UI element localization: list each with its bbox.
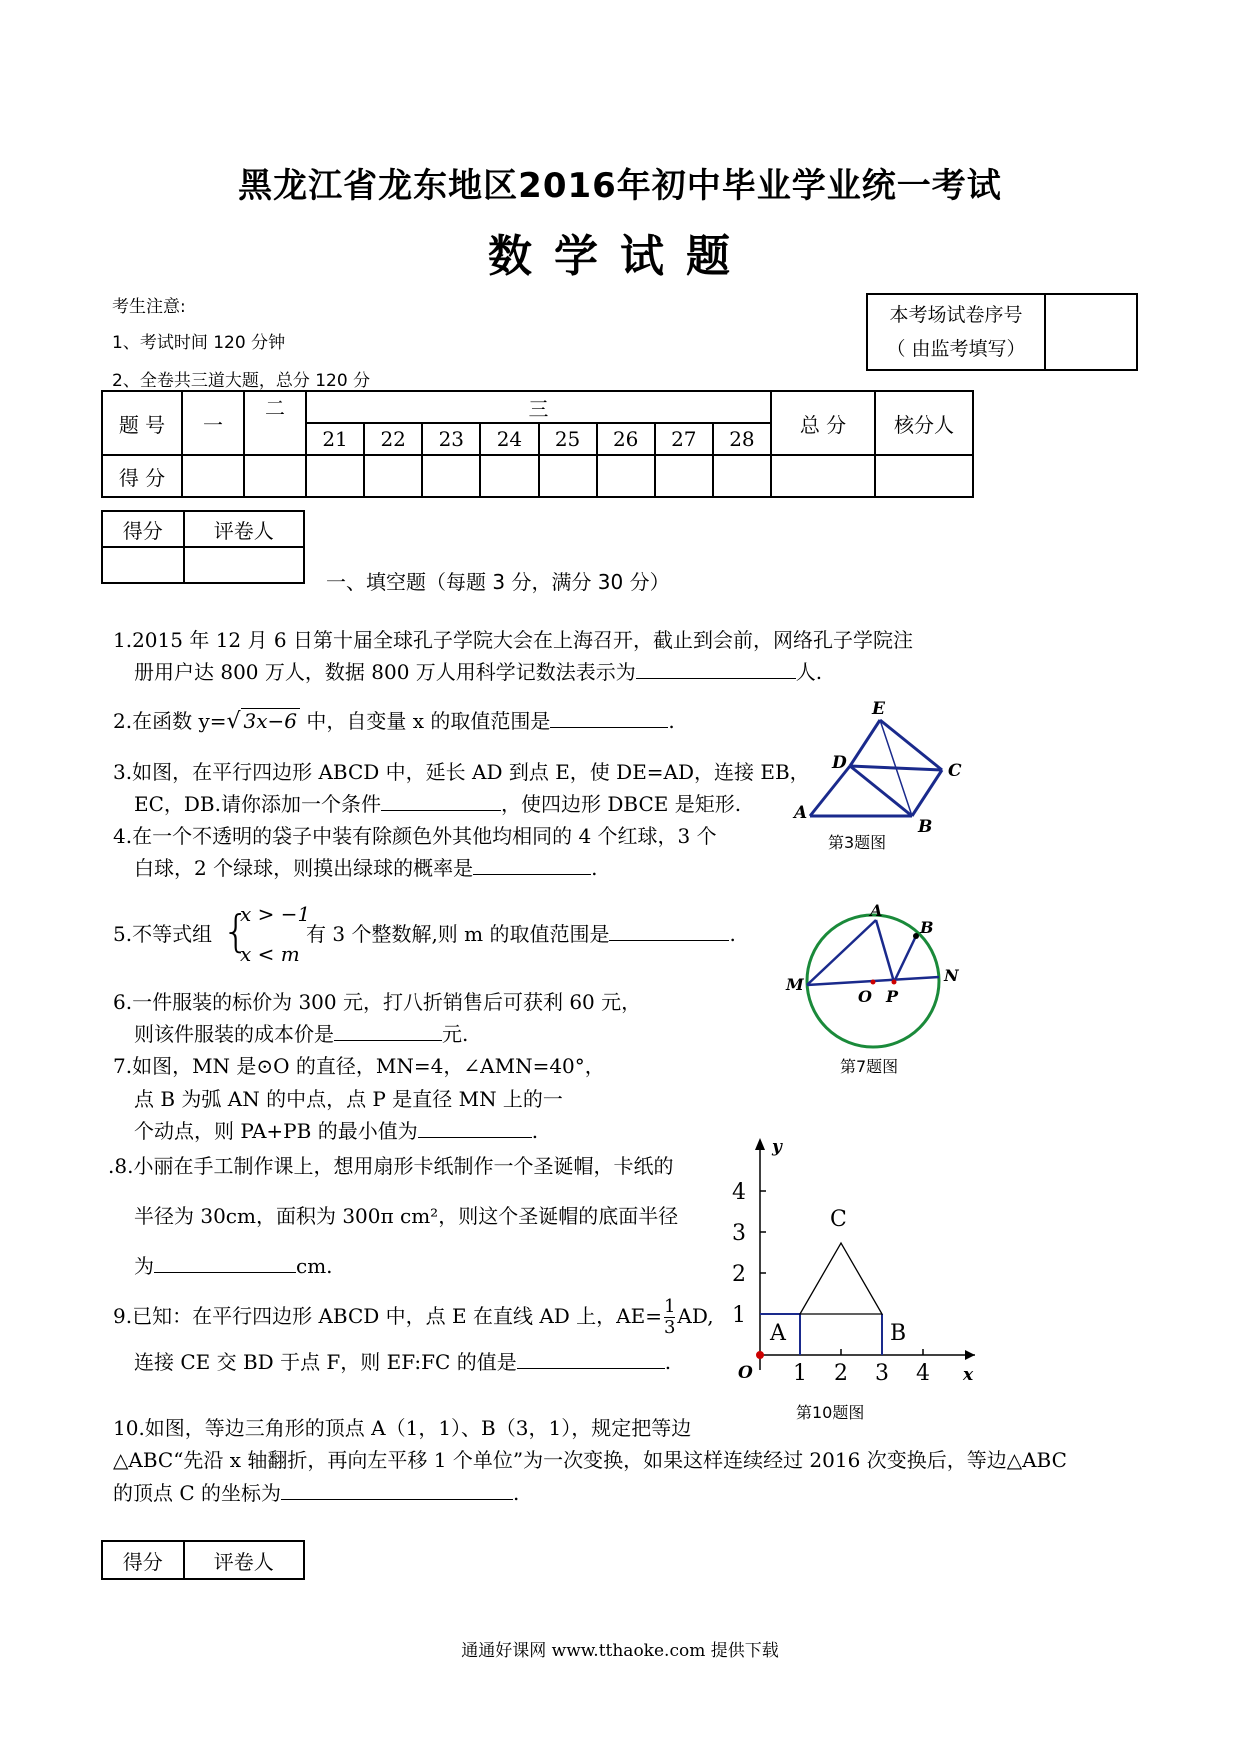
q2-text: 2.在函数 y= xyxy=(113,709,227,733)
answer-blank-7[interactable] xyxy=(418,1115,532,1138)
answer-blank-3[interactable] xyxy=(381,788,501,811)
answer-blank-10[interactable] xyxy=(281,1477,513,1500)
question-2 xyxy=(113,705,675,738)
fig10-ytick-label: 4 xyxy=(732,1180,746,1205)
notes-heading: 考生注意: xyxy=(112,297,186,317)
score-cell[interactable] xyxy=(182,455,244,497)
fig3-line-CB xyxy=(912,770,942,816)
question-4-line2 xyxy=(134,852,597,884)
fig10-ytick-label: 1 xyxy=(732,1303,746,1328)
fig3-label-D: D xyxy=(832,753,847,773)
section-heading: 一、填空题（每题 3 分，满分 30 分） xyxy=(326,570,670,594)
grader-name-label: 评卷人 xyxy=(184,511,304,547)
figure-10-coordinate-plane xyxy=(720,1130,990,1400)
answer-blank-6[interactable] xyxy=(334,1018,442,1041)
grader-score-label: 得分 xyxy=(102,511,184,547)
q8-text-end: cm. xyxy=(296,1254,333,1278)
fig3-line-DE xyxy=(850,720,880,766)
question-4-line1: 4.在一个不透明的袋子中装有除颜色外其他均相同的 4 个红球，3 个 xyxy=(113,824,717,848)
question-1-line1: 1.2015 年 12 月 6 日第十届全球孔子学院大会在上海召开，截止到会前，网络孔子学院注 xyxy=(113,628,913,652)
q4-text: 白球，2 个绿球，则摸出绿球的概率是 xyxy=(134,856,474,880)
col-section-three: 三 xyxy=(306,391,771,423)
footer-source: 通通好课网 www.tthaoke.com 提供下载 xyxy=(461,1641,779,1661)
col-section-two: 二 xyxy=(244,391,306,455)
q10-text-end: . xyxy=(513,1481,520,1505)
question-5-rest xyxy=(306,918,736,950)
grader-box-1 xyxy=(101,510,305,584)
figure-7-circle xyxy=(778,896,968,1056)
grader-name-cell[interactable] xyxy=(184,547,304,583)
grader-box-2 xyxy=(101,1540,305,1580)
fig3-line-EC xyxy=(880,720,942,770)
score-cell[interactable] xyxy=(364,455,422,497)
fig7-line-MA xyxy=(807,920,876,985)
grader-score-label: 得分 xyxy=(102,1541,184,1579)
answer-blank-8[interactable] xyxy=(154,1250,296,1273)
fig10-y-arrow-icon xyxy=(755,1138,765,1150)
score-cell[interactable] xyxy=(875,455,973,497)
figure-10-caption: 第10题图 xyxy=(796,1403,865,1422)
answer-blank-4[interactable] xyxy=(473,852,591,875)
fig10-x-arrow-icon xyxy=(965,1350,975,1360)
q1-text: 册用户达 800 万人，数据 800 万人用科学记数法表示为 xyxy=(134,660,636,684)
q3-text-end: ，使四边形 DBCE 是矩形. xyxy=(501,792,742,816)
question-6-line2 xyxy=(134,1018,468,1050)
q9-text-3: 连接 CE 交 BD 于点 F，则 EF:FC 的值是 xyxy=(134,1350,517,1374)
fig3-line-DB xyxy=(850,766,912,816)
col-q25: 25 xyxy=(539,423,597,455)
figure-3-parallelogram xyxy=(780,690,980,850)
score-cell[interactable] xyxy=(480,455,538,497)
fig7-point-B-dot xyxy=(913,933,919,939)
question-3-line2 xyxy=(134,788,741,820)
question-8-line2: 半径为 30cm，面积为 300π cm²，则这个圣诞帽的底面半径 xyxy=(134,1204,679,1228)
question-9-line2 xyxy=(134,1346,671,1378)
q10-text: 的顶点 C 的坐标为 xyxy=(113,1481,282,1505)
question-7-line3 xyxy=(134,1115,538,1147)
fig10-label-x: x xyxy=(963,1365,974,1385)
question-3-line1: 3.如图，在平行四边形 ABCD 中，延长 AD 到点 E，使 DE=AD，连接 EB， xyxy=(113,760,810,784)
note-item-2: 2、全卷共三道大题，总分 120 分 xyxy=(112,371,371,391)
score-cell[interactable] xyxy=(771,455,875,497)
answer-blank-2[interactable] xyxy=(550,705,668,728)
fig7-label-M: M xyxy=(786,975,804,994)
fig10-xtick-label: 4 xyxy=(916,1361,930,1386)
fig10-origin-dot xyxy=(756,1351,764,1359)
fig7-label-O: O xyxy=(858,987,872,1006)
q5-text: 5.不等式组 xyxy=(113,922,213,946)
radicand: 3x−6 xyxy=(241,708,301,733)
answer-blank-9[interactable] xyxy=(517,1346,665,1369)
brace-icon: { xyxy=(222,906,250,957)
figure-7-caption: 第7题图 xyxy=(840,1057,899,1076)
fig7-label-N: N xyxy=(944,966,959,985)
fig10-triangle-ABC xyxy=(800,1243,882,1314)
score-cell[interactable] xyxy=(655,455,713,497)
fig10-label-origin: O xyxy=(738,1363,753,1383)
fig7-label-A: A xyxy=(870,901,883,920)
score-cell[interactable] xyxy=(306,455,364,497)
question-1-line2 xyxy=(134,656,822,688)
serial-number-box xyxy=(866,293,1138,371)
score-table xyxy=(101,390,974,498)
question-10-line2: △ABC“先沿 x 轴翻折，再向左平移 1 个单位”为一次变换，如果这样连续经过 2016 次变换后，等边△ABC xyxy=(113,1448,1067,1472)
fig3-line-AD xyxy=(810,766,850,816)
fig10-xtick-label: 3 xyxy=(875,1361,889,1386)
question-6-line1: 6.一件服装的标价为 300 元，打八折销售后可获利 60 元， xyxy=(113,990,642,1014)
q7-text: 个动点，则 PA+PB 的最小值为 xyxy=(134,1119,418,1143)
score-cell[interactable] xyxy=(539,455,597,497)
inequality-1: x > −1 xyxy=(240,902,311,926)
serial-number-cell[interactable] xyxy=(1045,294,1137,370)
col-q22: 22 xyxy=(364,423,422,455)
q6-text: 则该件服装的成本价是 xyxy=(134,1022,334,1046)
fraction-numerator: 1 xyxy=(663,1296,676,1317)
q7-text-end: . xyxy=(531,1119,539,1143)
col-q27: 27 xyxy=(655,423,713,455)
exam-title: 黑龙江省龙东地区2016年初中毕业学业统一考试 xyxy=(238,166,1002,206)
col-section-one: 一 xyxy=(182,391,244,455)
serial-label-line1: 本考场试卷序号 xyxy=(889,304,1023,326)
score-cell[interactable] xyxy=(713,455,771,497)
q8-text: 为 xyxy=(134,1254,154,1278)
fig10-label-B: B xyxy=(890,1321,907,1346)
question-7-line2: 点 B 为弧 AN 的中点，点 P 是直径 MN 上的一 xyxy=(134,1087,563,1111)
answer-blank-1[interactable] xyxy=(636,656,796,679)
question-7-line1: 7.如图，MN 是⊙O 的直径，MN=4，∠AMN=40°， xyxy=(113,1054,605,1078)
fraction-denominator: 3 xyxy=(663,1317,676,1338)
score-cell[interactable] xyxy=(597,455,655,497)
col-q21: 21 xyxy=(306,423,364,455)
question-9-line1 xyxy=(113,1297,714,1338)
fig10-label-y: y xyxy=(772,1137,782,1157)
q6-text-end: 元. xyxy=(442,1022,469,1046)
q5-text-end: . xyxy=(729,922,736,946)
serial-label xyxy=(867,294,1045,370)
fig10-xtick-label: 1 xyxy=(793,1361,807,1386)
question-8-line3 xyxy=(134,1250,333,1282)
col-q28: 28 xyxy=(713,423,771,455)
answer-blank-5[interactable] xyxy=(609,918,729,941)
sqrt-symbol: √ xyxy=(226,709,241,734)
q5-text-2: 有 3 个整数解,则 m 的取值范围是 xyxy=(306,922,610,946)
fig10-ytick-label: 3 xyxy=(732,1221,746,1246)
score-cell[interactable] xyxy=(422,455,480,497)
question-8-line1: .8.小丽在手工制作课上，想用扇形卡纸制作一个圣诞帽，卡纸的 xyxy=(108,1154,674,1178)
q2-text-2: 中，自变量 x 的取值范围是 xyxy=(306,709,551,733)
q9-text-2: AD, xyxy=(677,1304,714,1328)
q2-text-end: . xyxy=(668,709,675,733)
row-label-score: 得 分 xyxy=(102,455,182,497)
fig10-ytick-label: 2 xyxy=(732,1262,746,1287)
col-q23: 23 xyxy=(422,423,480,455)
grader-score-cell[interactable] xyxy=(102,547,184,583)
row-label-question: 题 号 xyxy=(102,391,182,455)
fig10-label-C: C xyxy=(830,1207,847,1232)
grader-name-label: 评卷人 xyxy=(184,1541,304,1579)
col-checker: 核分人 xyxy=(875,391,973,455)
q9-text: 9.已知：在平行四边形 ABCD 中，点 E 在直线 AD 上，AE= xyxy=(113,1304,662,1328)
fig7-center-dot xyxy=(871,980,876,985)
col-total: 总 分 xyxy=(771,391,875,455)
col-q26: 26 xyxy=(597,423,655,455)
fig7-label-B: B xyxy=(920,918,934,937)
note-item-1: 1、考试时间 120 分钟 xyxy=(112,333,286,353)
q3-text: EC，DB.请你添加一个条件 xyxy=(134,792,381,816)
question-5 xyxy=(113,918,212,950)
fig3-label-B: B xyxy=(918,817,933,837)
question-10-line1: 10.如图，等边三角形的顶点 A（1，1）、B（3，1），规定把等边 xyxy=(113,1416,692,1440)
question-10-line3 xyxy=(113,1477,519,1509)
fraction xyxy=(664,1297,675,1338)
fig10-label-A: A xyxy=(770,1321,786,1346)
col-q24: 24 xyxy=(480,423,538,455)
serial-label-line2: （ 由监考填写） xyxy=(886,338,1026,360)
inequality-2: x < m xyxy=(240,942,300,966)
fig3-label-A: A xyxy=(794,803,808,823)
figure-3-caption: 第3题图 xyxy=(828,833,887,852)
fig10-xtick-label: 2 xyxy=(834,1361,848,1386)
q4-text-end: . xyxy=(591,856,598,880)
fig3-label-C: C xyxy=(948,761,962,781)
fig7-line-AP xyxy=(876,920,894,982)
fig7-line-PB xyxy=(894,936,916,982)
fig7-point-P-dot xyxy=(892,980,897,985)
score-cell[interactable] xyxy=(244,455,306,497)
q1-text-end: 人. xyxy=(795,660,823,684)
fig7-label-P: P xyxy=(886,987,899,1006)
exam-subject: 数学试题 xyxy=(488,231,752,282)
fig3-label-E: E xyxy=(872,699,885,719)
q9-text-end: . xyxy=(664,1350,672,1374)
